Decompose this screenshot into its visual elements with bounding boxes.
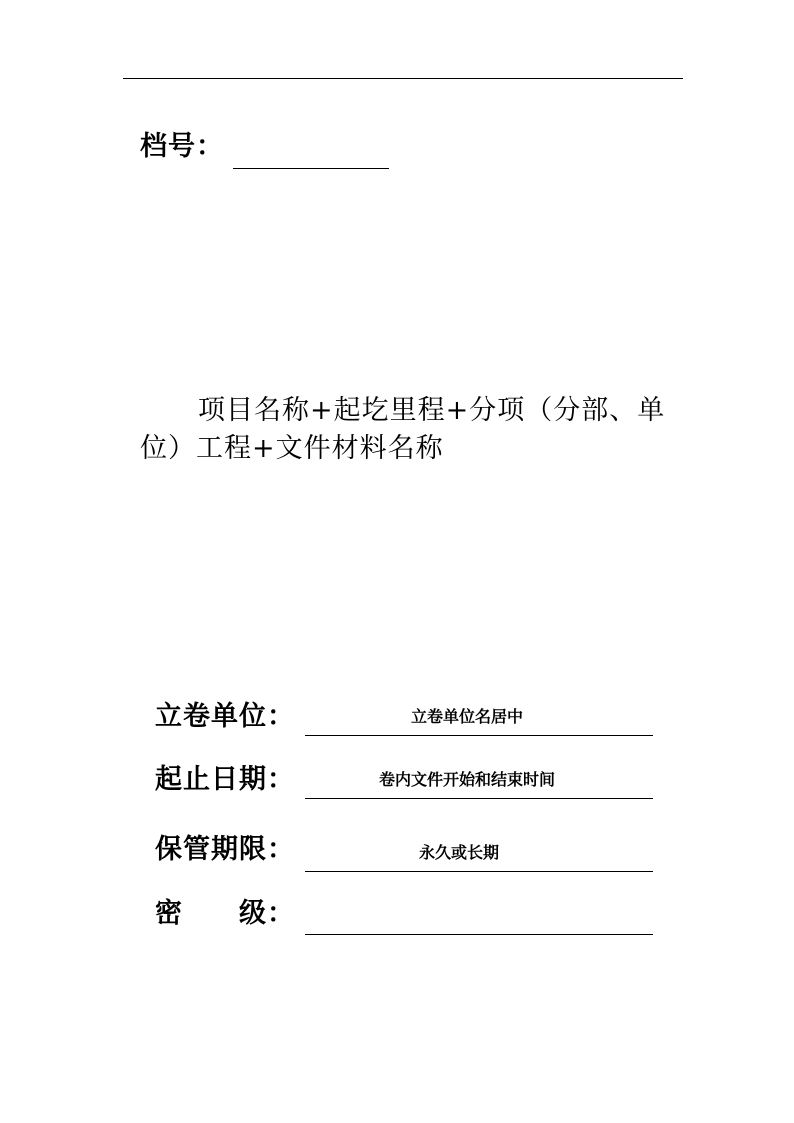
date-range-row [155,761,655,811]
archive-number-label: 档号： [140,131,224,162]
security-label-part2: 级： [239,898,295,929]
top-rule [123,78,683,79]
security-label [155,895,295,933]
retention-row [155,831,655,881]
date-range-field [305,763,653,799]
archive-number-blank [233,168,389,169]
date-range-label: 起止日期： [155,764,295,795]
security-row [155,895,655,945]
unit-label: 立卷单位： [155,701,295,732]
security-label-part1: 密 [155,898,183,929]
retention-value: 永久或长期 [418,843,499,862]
document-title: 项目名称+起圪里程+分项（分部、单位）工程+文件材料名称 [140,395,666,464]
security-field [305,899,653,935]
unit-field [305,700,653,736]
unit-row [155,698,655,748]
date-range-value: 卷内文件开始和结束时间 [378,770,555,789]
retention-label: 保管期限： [155,834,295,865]
retention-field [305,836,653,872]
unit-value: 立卷单位名居中 [410,707,523,726]
